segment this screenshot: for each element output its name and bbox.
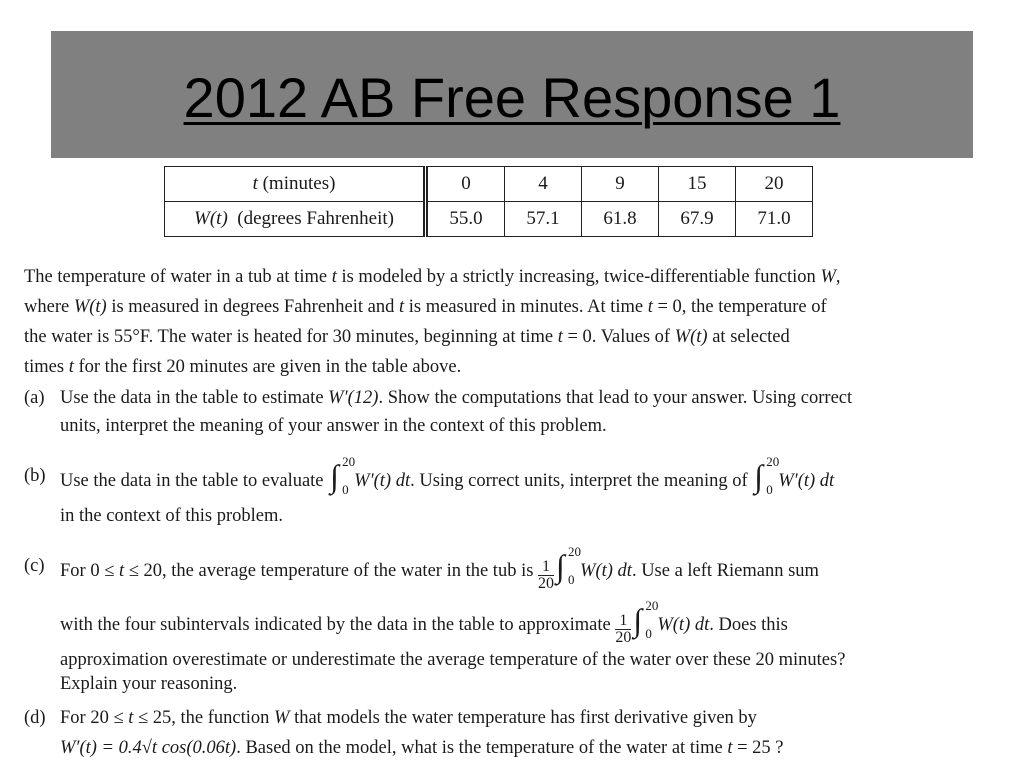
part-c-line-2: with the four subintervals indicated by the data in the table to approximate $\frac{1}{20}$ ∫ 20 0 W(t) dt. Does this [60,598,788,646]
table-cell: 61.8 [582,202,659,237]
part-c-line-4: Explain your reasoning. [60,674,238,694]
intro-paragraph [24,262,994,382]
integral-sign-icon: ∫ 20 0 [556,544,582,587]
part-d-line-2: W′(t) = 0.4√t cos(0.06t). Based on the model, what is the temperature of the water at time t = 25 ? [60,738,784,758]
table-header-t: t (minutes) [165,167,426,202]
intro-line-1: The temperature of water in a tub at time t is modeled by a strictly increasing, twice-differentiable function W, [24,267,841,287]
part-b [24,454,994,536]
part-a-line-1: Use the data in the table to estimate W′(12). Show the computations that lead to your answer. Using correct [60,388,853,408]
intro-line-3: the water is 55°F. The water is heated for 30 minutes, beginning at time t = 0. Values of W(t) at selected [24,327,790,347]
part-c-label: (c) [24,556,45,576]
integral-sign-icon: ∫ 20 0 [633,598,659,641]
part-d-label: (d) [24,708,46,728]
part-d [24,708,994,766]
table-row [165,202,813,237]
part-b-line-1: Use the data in the table to evaluate ∫ 20 0 W′(t) dt. Using correct units, interpret the meaning of ∫ 20 0 W′(t) dt [60,454,835,497]
part-b-label: (b) [24,466,46,486]
data-table [164,166,813,237]
intro-line-4: times t for the first 20 minutes are given in the table above. [24,357,462,377]
part-b-line-2: in the context of this problem. [60,506,283,526]
table-row [165,167,813,202]
part-d-line-1: For 20 ≤ t ≤ 25, the function W that models the water temperature has first derivative given by [60,708,757,728]
intro-line-2: where W(t) is measured in degrees Fahrenheit and t is measured in minutes. At time t = 0, the temperature of [24,297,827,317]
page-title: 2012 AB Free Response 1 [183,66,841,129]
table-cell: 0 [426,167,505,202]
fraction: $\frac{1}{20}$ [538,558,555,592]
part-c [24,544,994,696]
part-a-label: (a) [24,388,45,408]
table-cell: 55.0 [426,202,505,237]
part-c-line-1: For 0 ≤ t ≤ 20, the average temperature of the water in the tub is $\frac{1}{20}$ ∫ 20 0 W(t) dt. Use a left Riemann sum [60,544,819,592]
table-cell: 15 [659,167,736,202]
part-a [24,388,994,448]
table-cell: 20 [736,167,813,202]
table-cell: 57.1 [505,202,582,237]
table-cell: 4 [505,167,582,202]
table-cell: 67.9 [659,202,736,237]
fraction: $\frac{1}{20}$ [615,612,632,646]
part-a-line-2: units, interpret the meaning of your answer in the context of this problem. [60,416,607,436]
table-cell: 9 [582,167,659,202]
table-header-w: W(t) (degrees Fahrenheit) [165,202,426,237]
part-c-line-3: approximation overestimate or underestimate the average temperature of the water over these 20 minutes? [60,650,846,670]
table-cell: 71.0 [736,202,813,237]
integral-sign-icon: ∫ 20 0 [754,454,780,497]
integral-sign-icon: ∫ 20 0 [330,454,356,497]
